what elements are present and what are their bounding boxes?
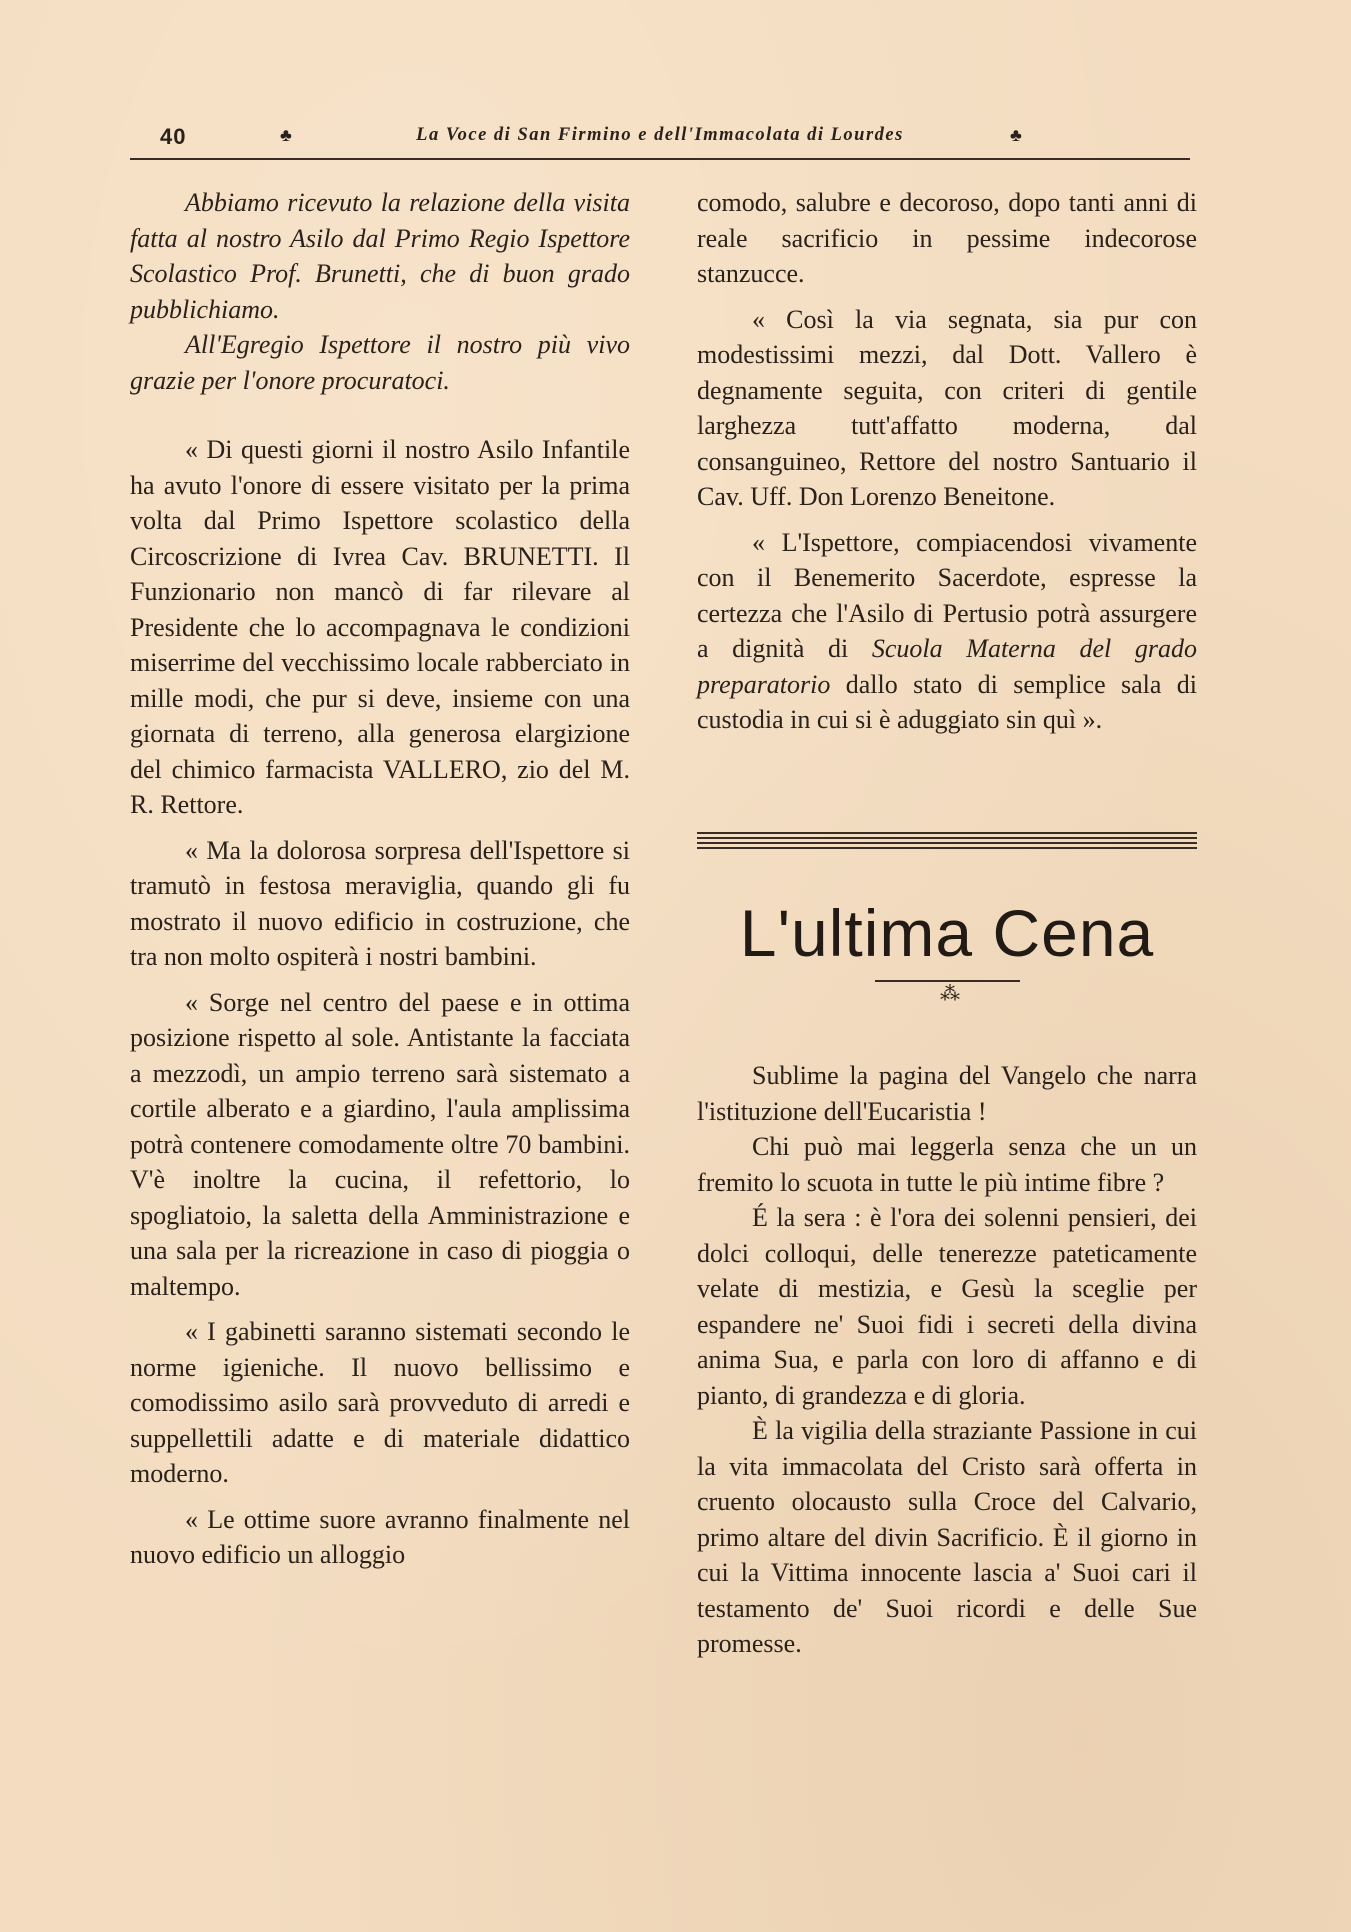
header-rule bbox=[130, 158, 1190, 160]
article-paragraph: È la vigilia della straziante Passione in cui la vita immacolata del Cristo sarà offerta in cruento olocausto sulla Croce del Calvario, primo altare del divin Sacrificio. È il giorno in cui la Vittima innocente lascia a' Suoi cari il testamento de' Suoi ricordi e delle Sue promesse. bbox=[697, 1416, 1197, 1658]
section-divider bbox=[697, 832, 1197, 852]
left-column bbox=[130, 185, 630, 1573]
article-paragraph: É la sera : è l'ora dei solenni pensieri, dei dolci colloqui, delle tenerezze pateticamente velate di mestizia, e Gesù la sceglie per espandere ne' Suoi fidi i secreti della divina anima Sua, e parla con loro di affanno e di pianto, di grandezza e di gloria. bbox=[697, 1203, 1197, 1410]
flourish-ornament-icon: ⁂ bbox=[940, 983, 960, 1005]
title-underline bbox=[875, 980, 1020, 982]
club-ornament-icon: ♣ bbox=[1010, 125, 1022, 145]
report-italic-text: Scuola Materna del grado preparatorio bbox=[697, 634, 1197, 699]
article-paragraph: Sublime la pagina del Vangelo che narra l'istituzione dell'Eucaristia ! bbox=[697, 1061, 1197, 1126]
page-number: 40 bbox=[160, 124, 187, 149]
page-header bbox=[130, 120, 1190, 160]
report-continuation: comodo, salubre e decoroso, dopo tanti anni di reale sacrificio in pessime indecorose stanzucce. bbox=[697, 188, 1197, 288]
club-ornament-icon: ♣ bbox=[280, 125, 292, 145]
article-body bbox=[697, 1058, 1197, 1662]
running-title: La Voce di San Firmino e dell'Immacolata di Lourdes bbox=[416, 125, 904, 145]
report-text: « L'Ispettore, compiacendosi vivamente con il Benemerito Sacerdote, espresse la certezza che l'Asilo di Pertusio potrà assurgere a dignità di bbox=[697, 527, 1197, 663]
report-paragraph: « Le ottime suore avranno finalmente nel nuovo edificio un alloggio bbox=[130, 1504, 630, 1569]
article-title: L'ultima Cena bbox=[739, 896, 1155, 970]
editor-thanks: All'Egregio Ispettore il nostro più vivo grazie per l'onore procuratoci. bbox=[130, 330, 630, 395]
right-column bbox=[697, 185, 1197, 738]
editor-note: Abbiamo ricevuto la relazione della visita fatta al nostro Asilo dal Primo Regio Ispettore Scolastico Prof. Brunetti, che di buon grado pubblichiamo. bbox=[130, 188, 630, 324]
report-paragraph bbox=[697, 525, 1197, 738]
report-paragraph: « Così la via segnata, sia pur con modestissimi mezzi, dal Dott. Vallero è degnamente seguita, con criteri di gentile larghezza tutt'affatto moderna, dal consanguineo, Rettore del nostro Santuario il Cav. Uff. Don Lorenzo Beneitone. bbox=[697, 304, 1197, 511]
report-paragraph: « Ma la dolorosa sorpresa dell'Ispettore si tramutò in festosa meraviglia, quando gli fu mostrato il nuovo edificio in costruzione, che tra non molto ospiterà i nostri bambini. bbox=[130, 835, 630, 971]
report-paragraph: « I gabinetti saranno sistemati secondo le norme igieniche. Il nuovo bellissimo e comodissimo asilo sarà provveduto di arredi e suppellettili adatte e di materiale didattico moderno. bbox=[130, 1317, 630, 1488]
report-paragraph: « Di questi giorni il nostro Asilo Infantile ha avuto l'onore di essere visitato per la prima volta dal Primo Ispettore scolastico della Circoscrizione di Ivrea Cav. BRUNETTI. Il Funzionario non mancò di far rilevare al Presidente che lo accompagnava le condizioni miserrime del vecchissimo locale rabberciato in mille modi, che pur si deve, insieme con una giornata di terreno, alla generosa elargizione del chimico farmacista VALLERO, zio del M. R. Rettore. bbox=[130, 435, 630, 819]
report-text: dallo stato di semplice sala di custodia in cui si è aduggiato sin quì ». bbox=[697, 669, 1197, 734]
report-paragraph: « Sorge nel centro del paese e in ottima posizione rispetto al sole. Antistante la facciata a mezzodì, un ampio terreno sarà sistemato a cortile alberato e a giardino, l'aula amplissima potrà contenere comodamente oltre 70 bambini. V'è inoltre la cucina, il refettorio, lo spogliatoio, la saletta della Amministrazione e una sala per la ricreazione in caso di pioggia o maltempo. bbox=[130, 987, 630, 1301]
article-paragraph: Chi può mai leggerla senza che un un fremito lo scuota in tutte le più intime fibre ? bbox=[697, 1132, 1197, 1197]
